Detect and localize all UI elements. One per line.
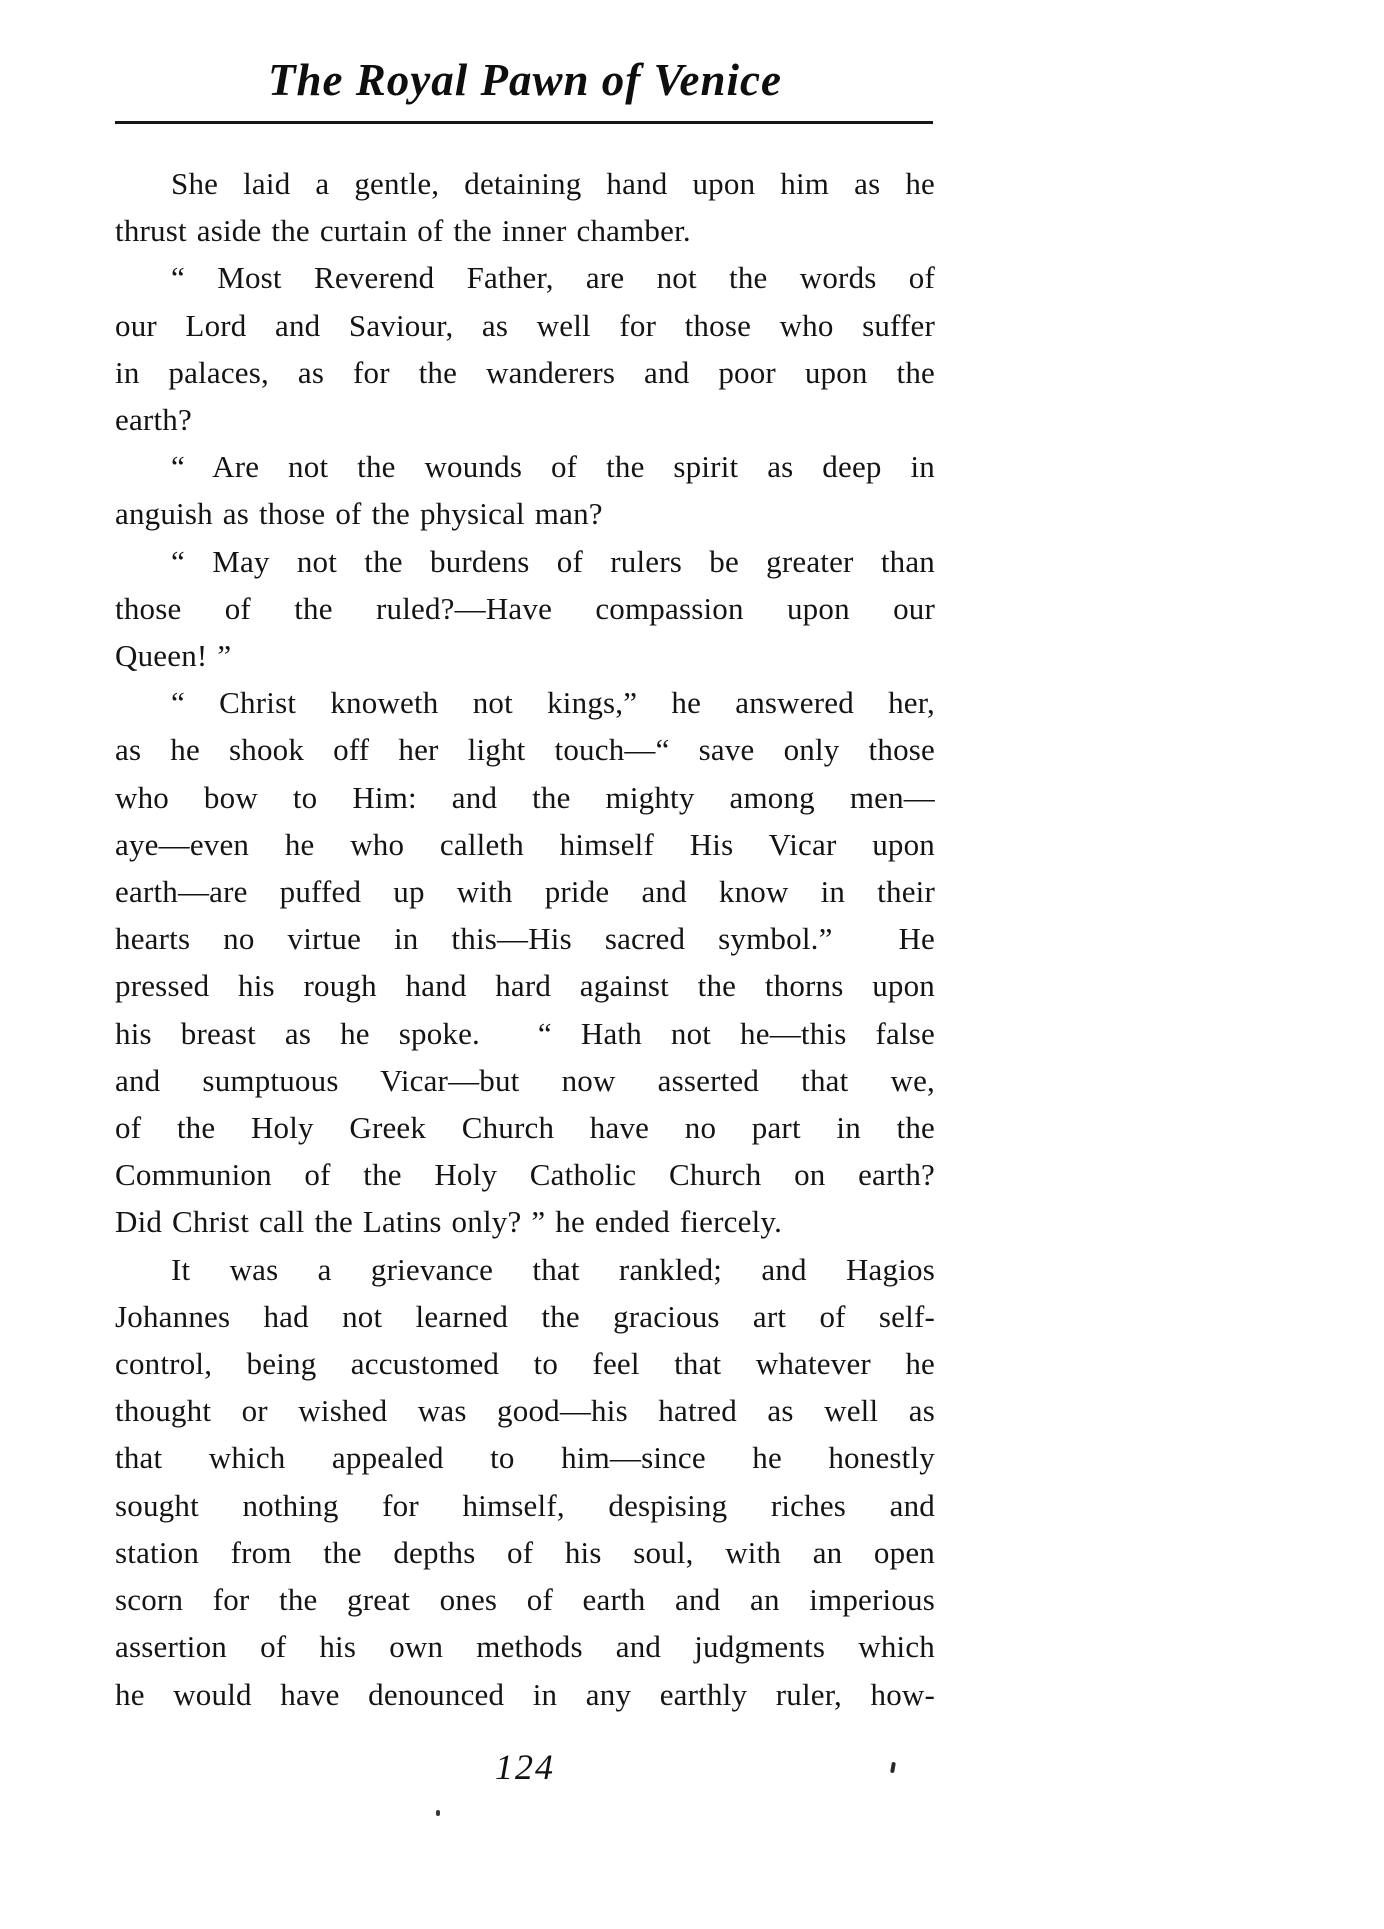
text-line: scorn for the great ones of earth and an imperious [115,1582,935,1618]
text-line: station from the depths of his soul, with an open [115,1534,935,1570]
text-line: his breast as he spoke. “ Hath not he—this false [115,1015,935,1051]
page-number: 124 [495,1747,555,1787]
text-line: Did Christ call the Latins only? ” he ended fiercely. [115,1204,783,1240]
text-line: our Lord and Saviour, as well for those who suffer [115,307,935,343]
text-line: thought or wished was good—his hatred as well as [115,1393,935,1429]
page-text [115,160,935,1718]
text-line: pressed his rough hand hard against the thorns upon [115,968,935,1004]
text-line: that which appealed to him—since he honestly [115,1440,935,1476]
text-line: earth? [115,402,192,438]
scan-artifact [436,1810,440,1816]
text-line: who bow to Him: and the mighty among men— [115,779,935,815]
text-line: hearts no virtue in this—His sacred symbol.” He [115,921,935,957]
text-line: thrust aside the curtain of the inner chamber. [115,213,691,249]
text-line: Communion of the Holy Catholic Church on earth? [115,1157,935,1193]
text-line: sought nothing for himself, despising riches and [115,1487,935,1523]
text-line: “ May not the burdens of rulers be greater than [171,543,935,579]
text-line: as he shook off her light touch—“ save only those [115,732,935,768]
text-line: in palaces, as for the wanderers and poor upon the [115,354,935,390]
text-line: of the Holy Greek Church have no part in the [115,1110,935,1146]
text-line: She laid a gentle, detaining hand upon him as he [171,166,935,201]
text-line: “ Christ knoweth not kings,” he answered her, [171,685,935,721]
text-line: Johannes had not learned the gracious art of self- [115,1298,935,1334]
text-line: Queen! ” [115,638,232,674]
text-line: “ Most Reverend Father, are not the words of [171,260,935,296]
text-line: earth—are puffed up with pride and know in their [115,874,935,910]
text-line: aye—even he who calleth himself His Vicar upon [115,826,935,862]
header-rule [115,121,933,124]
text-line: control, being accustomed to feel that whatever he [115,1346,935,1382]
text-line: It was a grievance that rankled; and Hagios [171,1251,935,1287]
running-head-title: The Royal Pawn of Venice [268,55,782,105]
text-line: “ Are not the wounds of the spirit as deep in [171,449,935,485]
text-line: and sumptuous Vicar—but now asserted that we, [115,1062,935,1098]
text-line: he would have denounced in any earthly ruler, how- [115,1676,935,1712]
text-line: anguish as those of the physical man? [115,496,603,532]
text-line: assertion of his own methods and judgments which [115,1629,935,1665]
text-line: those of the ruled?—Have compassion upon our [115,590,935,626]
